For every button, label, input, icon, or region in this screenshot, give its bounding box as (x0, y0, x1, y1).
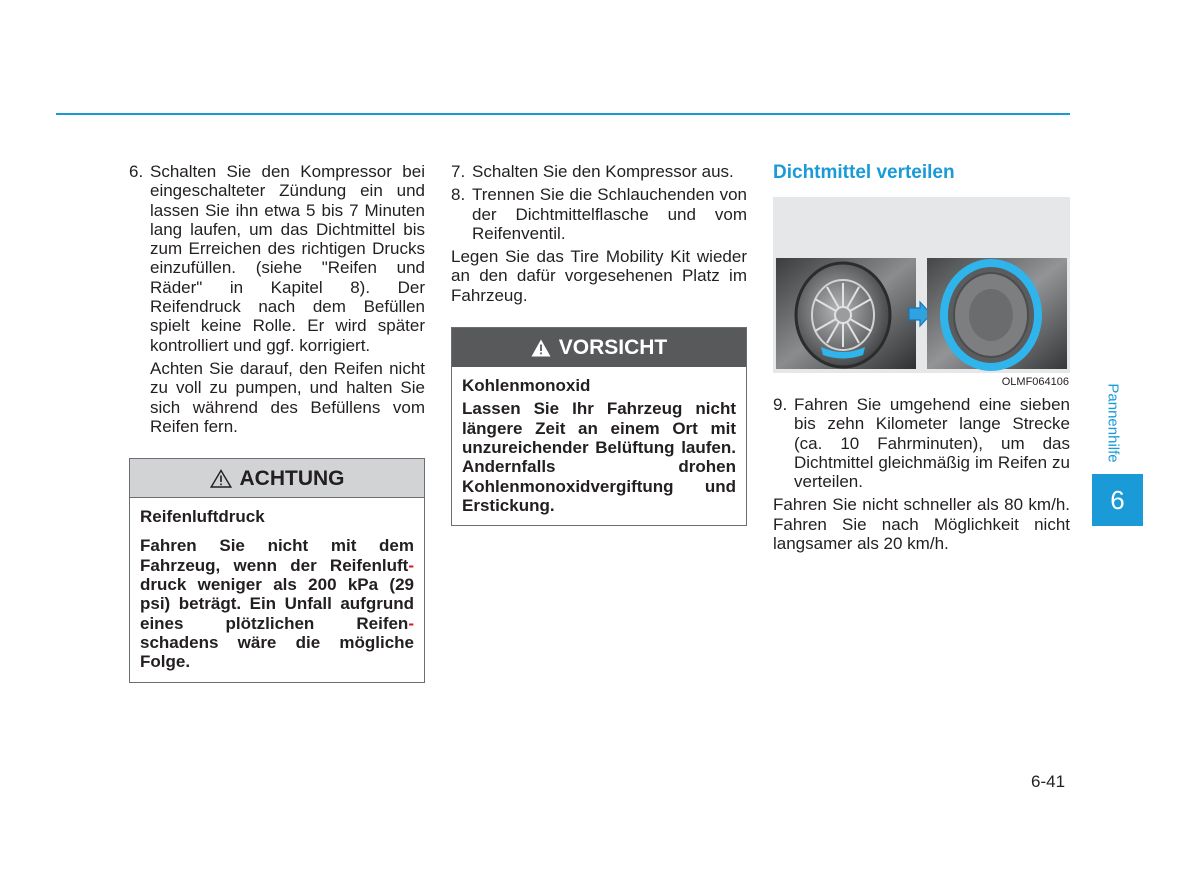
warning-body (452, 367, 746, 525)
step-8-number: 8. (451, 185, 466, 205)
caution-text-part-1: Fahren Sie nicht mit dem Fahrzeug, wenn der Reifenluft (140, 536, 414, 575)
caution-text (140, 536, 414, 671)
chapter-label: Pannenhilfe (1104, 383, 1122, 463)
caution-text-part-2: druck weniger als 200 kPa (29 psi) beträgt. Ein Unfall aufgrund eines plötzlichen Reifen (140, 575, 414, 633)
warning-triangle-icon (531, 339, 551, 357)
section-title: Dichtmittel verteilen (773, 162, 955, 183)
step-8 (451, 185, 747, 243)
figure-caption: OLMF064106 (1001, 376, 1069, 388)
warning-title: VORSICHT (558, 335, 668, 359)
caution-body (130, 498, 424, 681)
warning-text: Lassen Sie Ihr Fahrzeug nicht längere Zeit an einem Ort mit unzureichender Belüftung laufen. Andernfalls drohen Kohlenmonoxidvergiftung und Erstickung. (462, 399, 736, 515)
chapter-number: 6 (1092, 474, 1143, 526)
caution-subtitle: Reifenluftdruck (140, 507, 265, 527)
middle-column (451, 162, 747, 526)
warning-subtitle: Kohlenmonoxid (462, 376, 591, 396)
sealant-distribution-figure (773, 197, 1070, 373)
tire-after-panel (927, 258, 1067, 369)
caution-hyphen-1: - (408, 555, 414, 575)
warning-triangle-icon (210, 469, 232, 488)
caution-title: ACHTUNG (239, 466, 345, 490)
caution-text-part-3: schadens wäre die mögliche Folge. (140, 632, 414, 672)
step-6-text: Schalten Sie den Kompressor bei eingeschalteter Zündung ein und lassen Sie ihn etwa 5 bis 7 Minuten lang laufen, um das Dichtmittel bis zum Erreichen des richtigen Drucks einzufüllen. (siehe "Reifen und Räder" in Kapitel 8). Der Reifendruck nach dem Befüllen spielt keine Rolle. Er wird später kontrolliert und ggf. korrigiert. (150, 162, 425, 355)
step-7-text: Schalten Sie den Kompressor aus. (472, 162, 734, 181)
step-9-number: 9. (773, 395, 788, 414)
step-7-number: 7. (451, 162, 466, 181)
tire-illustration (773, 197, 1070, 373)
header-rule (56, 113, 1070, 115)
step-6 (129, 162, 425, 355)
step-8-text: Trennen Sie die Schlauchenden von der Dichtmittelflasche und vom Reifenventil. (472, 185, 747, 243)
caution-box (129, 458, 425, 682)
right-column (773, 162, 1070, 553)
step-7 (451, 162, 747, 181)
step-6-note: Achten Sie darauf, den Reifen nicht zu voll zu pumpen, und halten Sie sich während des Befüllens vom Reifen fern. (150, 358, 425, 436)
step-6-number: 6. (129, 162, 144, 181)
left-column (129, 162, 425, 683)
step-9-text: Fahren Sie umgehend eine sieben bis zehn Kilometer lange Strecke (ca. 10 Fahrminuten), um das Dichtmittel gleichmäßig im Reifen zu verteilen. (794, 395, 1070, 492)
warning-header (452, 328, 746, 367)
caution-header (130, 459, 424, 498)
tire-before-panel (776, 258, 916, 369)
speed-paragraph: Fahren Sie nicht schneller als 80 km/h. Fahren Sie nach Möglichkeit nicht langsamer als 20 km/h. (773, 495, 1070, 554)
caution-hyphen-2: - (408, 613, 414, 633)
page-number: 6-41 (1031, 772, 1066, 791)
warning-box (451, 327, 747, 526)
step-9 (773, 395, 1070, 491)
stow-kit-paragraph: Legen Sie das Tire Mobility Kit wieder an den dafür vorgesehenen Platz im Fahrzeug. (451, 247, 747, 305)
